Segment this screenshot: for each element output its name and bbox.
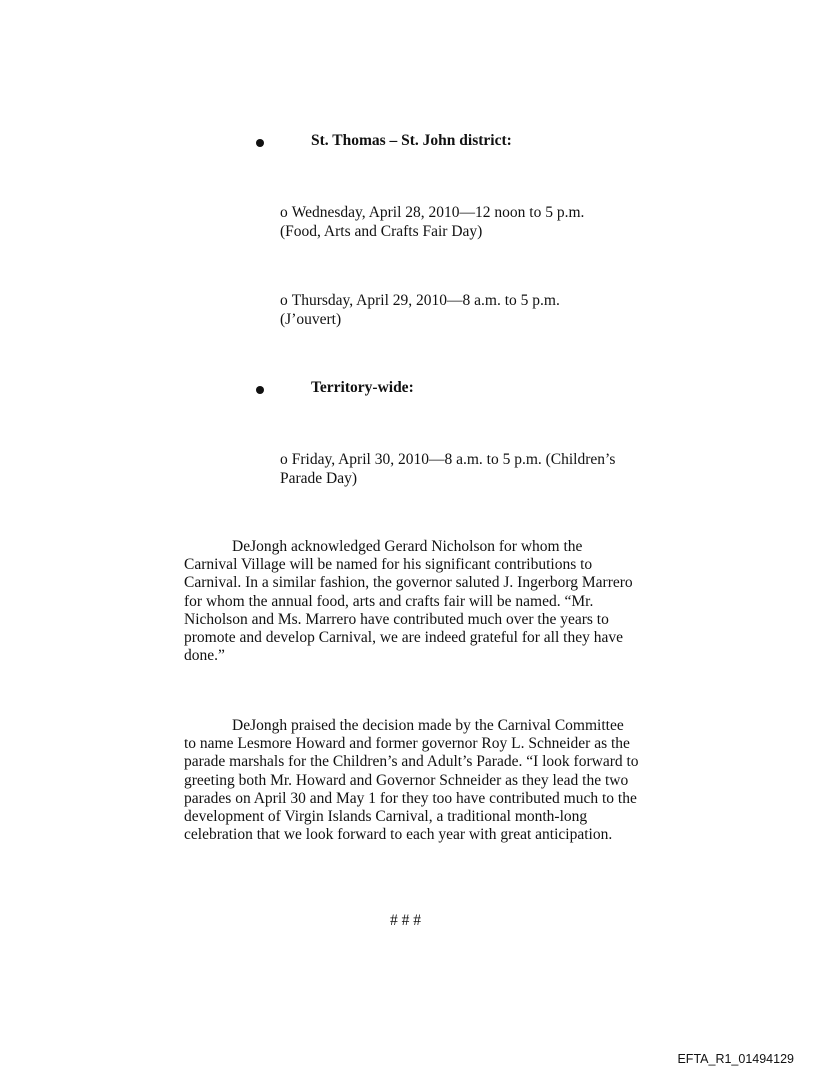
schedule-item-description: Parade Day) [280, 470, 358, 487]
schedule-item-description: (Food, Arts and Crafts Fair Day) [280, 223, 483, 240]
circle-bullet-icon: o [280, 451, 288, 468]
bullet-point [256, 139, 264, 147]
circle-bullet-icon: o [280, 204, 288, 221]
district-heading-st-thomas: St. Thomas – St. John district: [311, 132, 512, 149]
body-paragraph: DeJongh acknowledged Gerard Nicholson for whom the Carnival Village will be named for his significant contributions to Carnival. In a similar fashion, the governor saluted J. Ingerborg Marrero for whom the annual food, arts and crafts fair will be named. “Mr. Nicholson and Ms. Marrero have contributed much over the years to promote and develop Carnival, we are indeed grateful for all they have done.” [184, 538, 633, 665]
schedule-item-date: Wednesday, April 28, 2010—12 noon to 5 p.m. [291, 204, 585, 221]
schedule-item-date: Friday, April 30, 2010—8 a.m. to 5 p.m. (Children’s [291, 451, 616, 468]
body-paragraph: DeJongh praised the decision made by the Carnival Committee to name Lesmore Howard and former governor Roy L. Schneider as the parade marshals for the Children’s and Adult’s Parade. “I look forward to greeting both Mr. Howard and Governor Schneider as they lead the two parades on April 30 and May 1 for they too have contributed much to the development of Virgin Islands Carnival, a traditional month-long celebration that we look forward to each year with great anticipation. [184, 717, 639, 844]
document-id-footer: EFTA_R1_01494129 [677, 1052, 794, 1066]
schedule-item-description: (J’ouvert) [280, 311, 342, 328]
bullet-point [256, 386, 264, 394]
end-mark: # # # [390, 912, 421, 929]
district-heading-territory-wide: Territory-wide: [311, 379, 414, 396]
schedule-item [280, 291, 650, 329]
circle-bullet-icon: o [280, 292, 288, 309]
schedule-item [280, 450, 650, 488]
schedule-item-date: Thursday, April 29, 2010—8 a.m. to 5 p.m. [291, 292, 560, 309]
schedule-item [280, 203, 650, 241]
